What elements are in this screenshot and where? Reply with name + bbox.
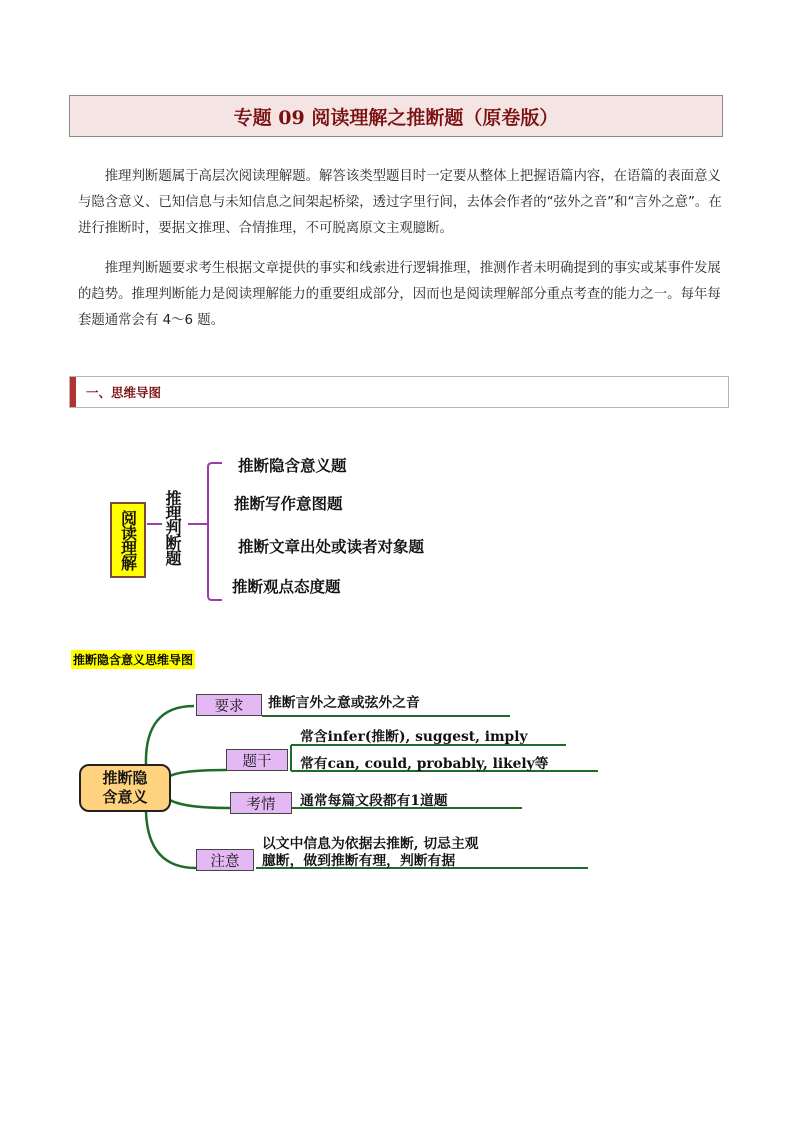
mindmap2-tag-tigan: 题干 (226, 749, 288, 771)
mindmap2-leaf-zhuyi-1: 以文中信息为依据去推断, 切忌主观 (262, 836, 479, 852)
section-heading: 一、思维导图 (86, 385, 162, 400)
intro-paragraph-2: 推理判断题要求考生根据文章提供的事实和线索进行逻辑推理，推测作者未明确提到的事实或某事件发展的趋势。推理判断能力是阅读理解能力的重要组成部分，因而也是阅读理解部分重点考查的能力之一。每年每套题通常会有 4～6 题。 (78, 261, 721, 328)
intro-paragraph-1: 推理判断题属于高层次阅读理解题。解答该类型题目时一定要从整体上把握语篇内容，在语篇的表面意义与隐含意义、已知信息与未知信息之间架起桥梁，透过字里行间，去体会作者的“弦外之音”和“言外之意”。在进行推断时，要据文推理、合情推理，不可脱离原文主观臆断。 (78, 169, 722, 236)
mindmap1-leaf-writing-purpose: 推断写作意图题 (234, 494, 343, 513)
mindmap2-leaf-zhuyi-2: 臆断，做到推断有理，判断有据 (262, 853, 456, 869)
mindmap2-tag-yaoqiu: 要求 (196, 694, 262, 716)
mindmap2-leaf-kaoqing: 通常每篇文段都有1道题 (300, 793, 448, 809)
mindmap2-branch-zhuyi (146, 812, 196, 868)
mindmap2-leaf-tigan-2: 常有can, could, probably, likely等 (300, 756, 549, 772)
mindmap2-root-line-2: 含意义 (102, 788, 148, 806)
mindmap2-branch-tigan (170, 770, 226, 776)
mindmap2-leaf-yaoqiu: 推断言外之意或弦外之音 (268, 695, 420, 711)
mindmap1-middle: 推理判断题 (163, 490, 182, 565)
mindmap2-heading: 推断隐含意义思维导图 (71, 650, 195, 669)
mindmap2-root-line-1: 推断隐 (102, 769, 148, 787)
mindmap1-leaf-attitude: 推断观点态度题 (232, 577, 341, 596)
mindmap2-tag-zhuyi: 注意 (196, 849, 254, 871)
mindmap1-leaf-source-audience: 推断文章出处或读者对象题 (238, 537, 425, 556)
mindmap1-root: 阅读理解 (110, 502, 146, 578)
mindmap2-root (79, 764, 171, 812)
mindmap2-branch-kaoqing (170, 800, 230, 808)
page-title: 专题 09 阅读理解之推断题（原卷版） (69, 95, 723, 137)
mindmap2-leaf-tigan-1: 常含infer(推断), suggest, imply (300, 729, 528, 745)
mindmap2-trunk (146, 706, 194, 766)
mindmap2-tag-kaoqing: 考情 (230, 792, 292, 814)
mindmap1-leaf-implied-meaning: 推断隐含意义题 (238, 456, 347, 475)
